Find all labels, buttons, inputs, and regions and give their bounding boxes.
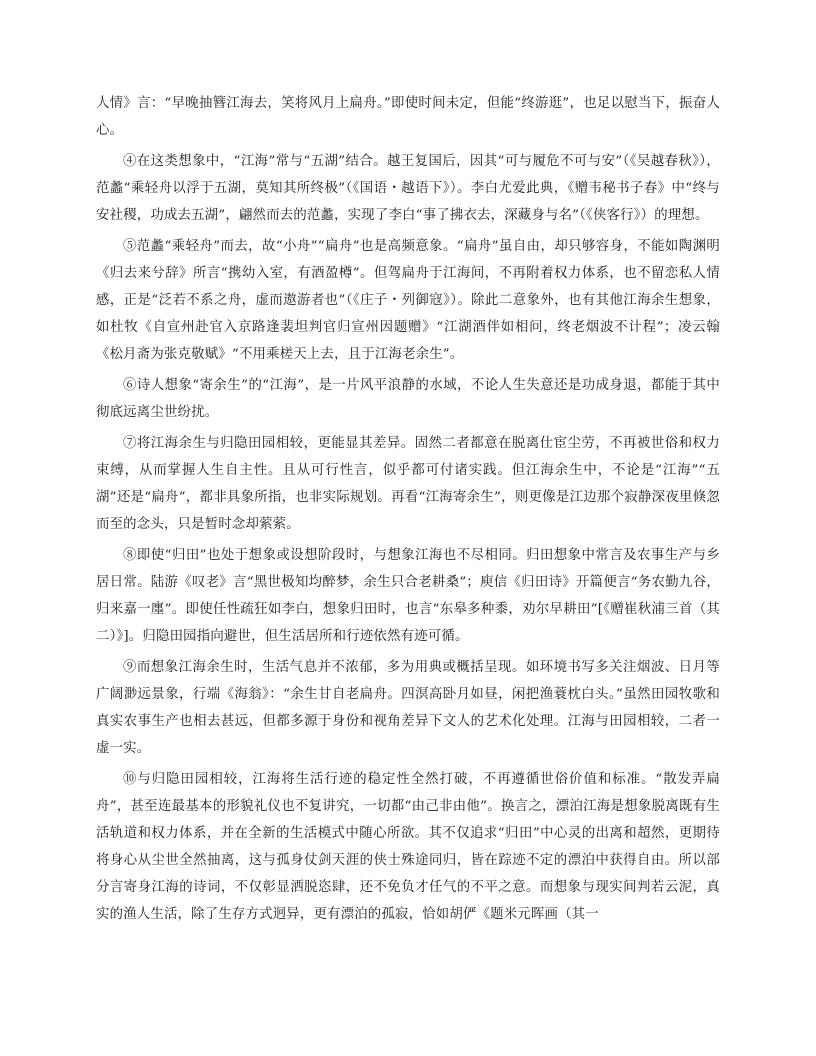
paragraph-6: ⑥诗人想象“寄余生”的“江海”，是一片风平浪静的水域，不论人生失意还是功成身退，都能于其中彻底远离尘世纷扰。 [96, 378, 720, 420]
paragraph-7: ⑦将江海余生与归隐田园相较，更能显其差异。固然二者都意在脱离仕宦尘劳，不再被世俗和权力束缚，从而掌握人生自主性。且从可行性言，似乎都可付诸实践。但江海余生中，不论是“江海”“五湖”还是“扁舟”，都非具象所指，也非实际规划。再看“江海寄余生”，则更像是江边那个寂静深夜里倏忽而至的念头，只是暂时念却萦萦。 [96, 436, 720, 532]
paragraph-9: ⑨而想象江海余生时，生活气息并不浓郁，多为用典或概括呈现。如环境书写多关注烟波、日月等广阔渺远景象，行端《海翁》：“余生甘自老扁舟。四溟高卧月如昼，闲把渔蓑枕白头。”虽然田园牧歌和真实农事生产也相去甚远，但都多源于身份和视角差异下文人的艺术化处理。江海与田园相较，二者一虚一实。 [96, 660, 720, 756]
document-page [96, 90, 720, 932]
paragraph-continued: 人情》言：“早晚抽簪江海去，笑将风月上扁舟。”即使时间未定，但能“终游逛”，也足以慰当下，振奋人心。 [96, 96, 720, 138]
paragraph-5: ⑤范蠡“乘轻舟”而去，故“小舟”“扁舟”也是高频意象。“扁舟”虽自由，却只够容身，不能如陶渊明《归去来兮辞》所言“携幼入室，有酒盈樽”。但驾扁舟于江海间，不再附着权力体系，也不留恋私人情感，正是“泛若不系之舟，虚而遨游者也”（《庄子・列御寇》）。除此二意象外，也有其他江海余生想象，如杜牧《自宣州赴官入京路逢裴坦判官归宣州因题赠》“江湖酒伴如相问，终老烟波不计程”；凌云翰《松月斋为张克敬赋》“不用乘槎天上去，且于江海老余生”。 [96, 239, 720, 362]
paragraph-4: ④在这类想象中，“江海”常与“五湖”结合。越王复国后，因其“可与履危不可与安”（《吴越春秋》），范蠡“乘轻舟以浮于五湖，莫知其所终极”（《国语・越语下》）。李白尤爱此典，《赠韦秘书子春》中“终与安社稷，功成去五湖”，翩然而去的范蠡，实现了李白“事了拂衣去，深藏身与名”（《侠客行》）的理想。 [96, 154, 720, 223]
paragraph-10: ⑩与归隐田园相较，江海将生活行迹的稳定性全然打破，不再遵循世俗价值和标准。“散发弄扁舟”，甚至连最基本的形貌礼仪也不复讲究，一切都“由己非由他”。换言之，漂泊江海是想象脱离既有生活轨道和权力体系，并在全新的生活模式中随心所欲。其不仅追求“归田”中心灵的出离和超然，更期待将身心从尘世全然抽离，这与孤身仗剑天涯的侠士殊途同归，皆在踪迹不定的漂泊中获得自由。所以部分言寄身江海的诗词，不仅彰显洒脱恣肆，还不免负才任气的不平之意。而想象与现实间判若云泥，真实的渔人生活，除了生存方式迥异，更有漂泊的孤寂，恰如胡俨《题米元晖画（其一 [96, 772, 720, 922]
paragraph-8: ⑧即使“归田”也处于想象或设想阶段时，与想象江海也不尽相同。归田想象中常言及农事生产与乡居日常。陆游《叹老》言“黑世极知均醉梦，余生只合老耕桑”；庾信《归田诗》开篇便言“务农勤九谷，归来嘉一廛”。即使任性疏狂如李白，想象归田时，也言“东皋多种黍，劝尔早耕田”[《赠崔秋浦三首（其二）》]。归隐田园指向避世，但生活居所和行迹依然有迹可循。 [96, 548, 720, 644]
